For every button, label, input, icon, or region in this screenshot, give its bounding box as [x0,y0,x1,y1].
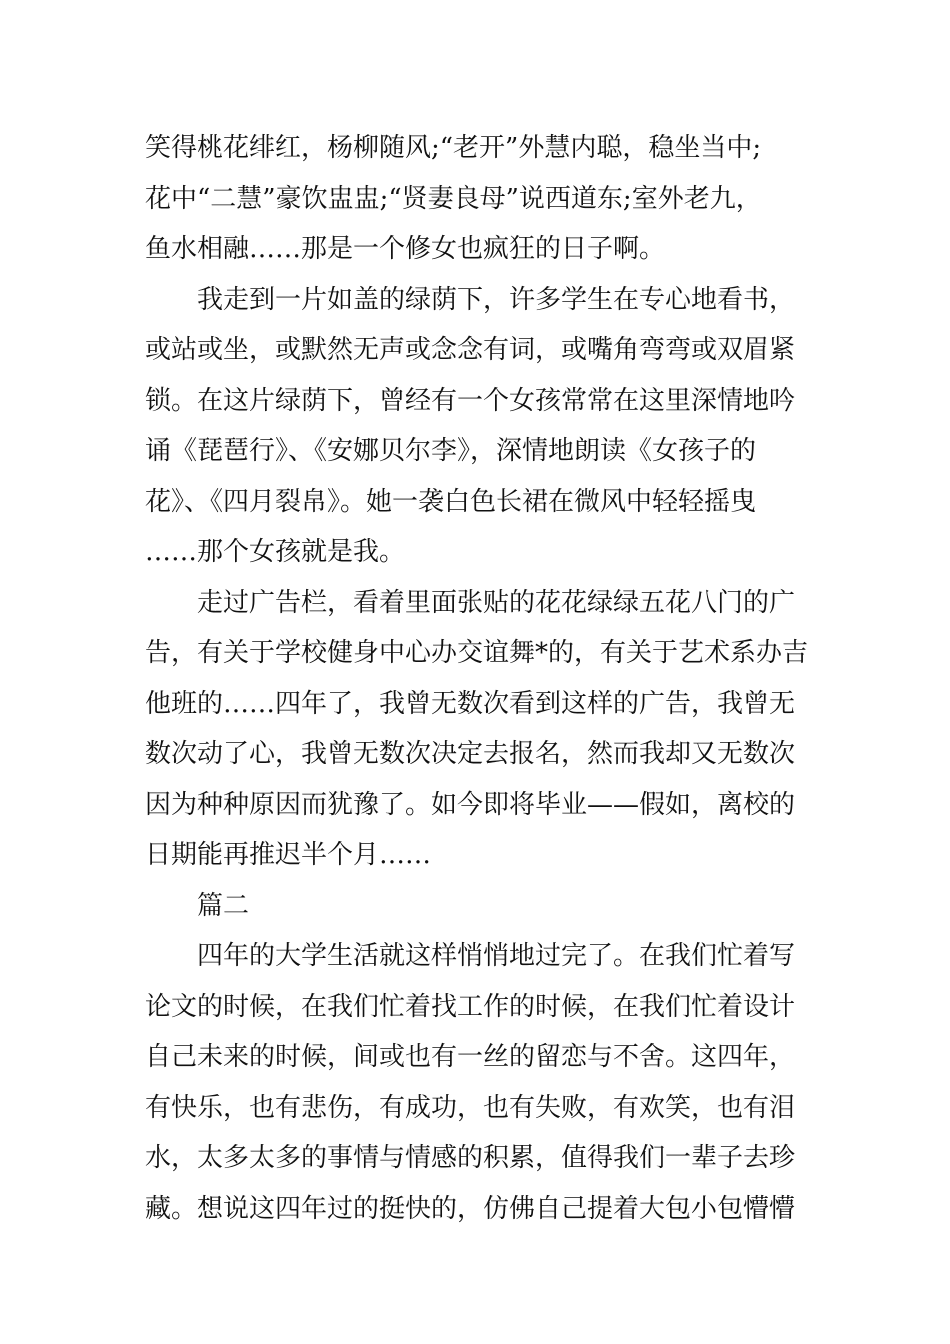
paragraph-first-line: 走过广告栏，看着里面张贴的花花绿绿五花八门的广 [197,587,796,618]
text-line: 鱼水相融……那是一个修女也疯狂的日子啊。 [145,234,666,264]
text-line: 他班的……四年了，我曾无数次看到这样的广告，我曾无 [145,688,796,719]
text-line: 自己未来的时候，间或也有一丝的留恋与不舍。这四年， [145,1042,796,1072]
section-heading: 篇二 [197,890,250,921]
text-line: 花中“二慧”豪饮盅盅;“贤妻良母”说西道东;室外老九， [145,183,762,214]
text-line: 笑得桃花绯红，杨柳随风;“老开”外慧内聪，稳坐当中; [145,133,762,163]
body-text [145,123,825,1234]
text-line: 数次动了心，我曾无数次决定去报名，然而我却又无数次 [145,739,796,769]
text-line: 告，有关于学校健身中心办交谊舞*的，有关于艺术系办吉 [145,638,809,668]
text-line: 水，太多太多的事情与情感的积累，值得我们一辈子去珍 [145,1143,796,1173]
text-line: 日期能再推迟半个月…… [145,840,432,870]
paragraph-first-line: 四年的大学生活就这样悄悄地过完了。在我们忙着写 [197,941,796,971]
text-line: 论文的时候，在我们忙着找工作的时候，在我们忙着设计 [145,991,796,1022]
text-line: 藏。想说这四年过的挺快的，仿佛自己提着大包小包懵懵 [145,1193,796,1224]
text-line: 锁。在这片绿荫下，曾经有一个女孩常常在这里深情地吟 [145,385,796,416]
text-line: 有快乐，也有悲伤，有成功，也有失败，有欢笑，也有泪 [145,1092,796,1123]
text-line: 诵《琵琶行》、《安娜贝尔李》，深情地朗读《女孩子的 [145,436,757,466]
text-line: 或站或坐，或默然无声或念念有词，或嘴角弯弯或双眉紧 [145,335,796,365]
text-line: 花》、《四月裂帛》。她一袭白色长裙在微风中轻轻摇曳 [145,486,757,517]
text-line: 因为种种原因而犹豫了。如今即将毕业——假如，离校的 [145,789,796,820]
paragraph-first-line: 我走到一片如盖的绿荫下，许多学生在专心地看书， [197,284,796,315]
text-line: ……那个女孩就是我。 [145,537,406,567]
